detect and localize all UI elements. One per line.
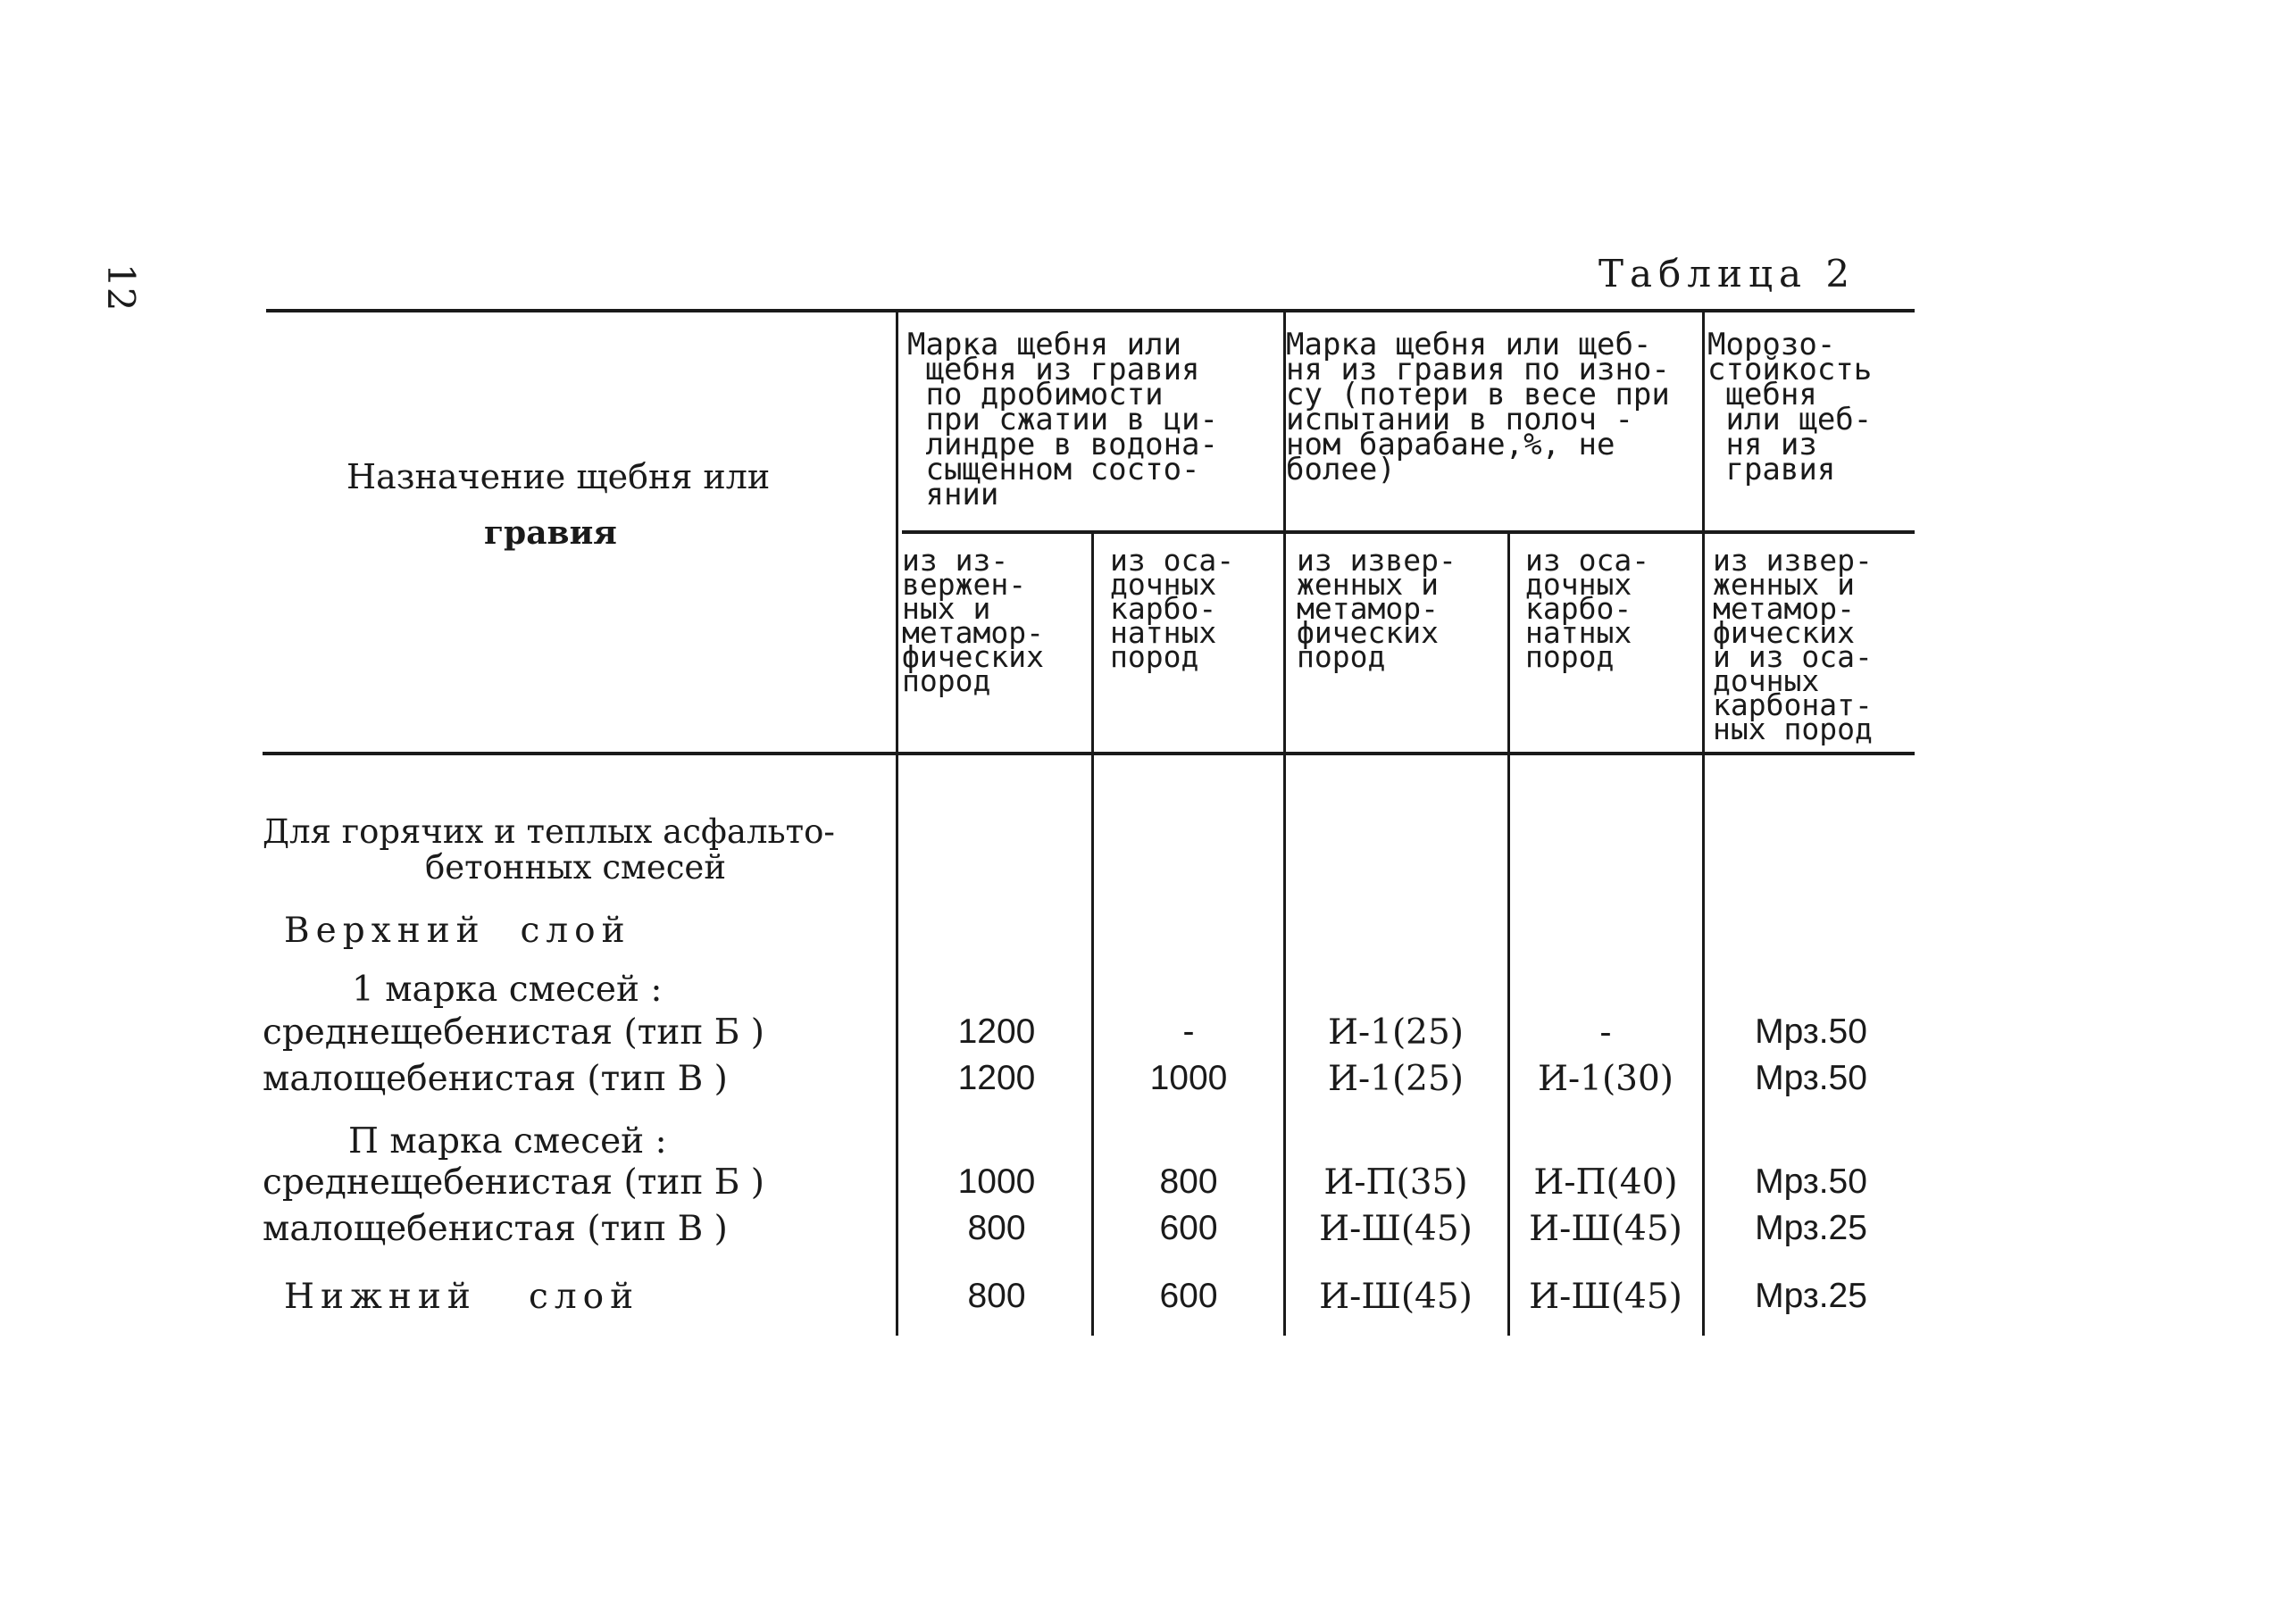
cell-value: Мрз.25 — [1755, 1209, 1867, 1247]
stub-header-line2: гравия — [484, 514, 617, 552]
header-bottom-rule — [263, 752, 1915, 755]
cell-value: 1200 — [957, 1012, 1036, 1051]
subheader-igneous-and-sedimentary: из извер- женных и метамор- фических и из оса- дочных карбонат- ных пород — [1713, 543, 1873, 746]
cell-value: 1000 — [957, 1162, 1036, 1201]
cell-value: 800 — [1159, 1162, 1218, 1201]
section-grade-2: П марка смесей : — [348, 1121, 667, 1162]
cell-value: 1200 — [957, 1059, 1036, 1097]
cell-value: - — [1182, 1012, 1195, 1051]
cell-value: И-Ш(45) — [1319, 1209, 1473, 1249]
cell-value: 800 — [967, 1209, 1026, 1247]
cell-value: И-1(25) — [1327, 1059, 1465, 1099]
subheader-igneous-1: из из- вержен- ных и метамор- фических пород — [902, 543, 1044, 698]
cell-value: И-1(30) — [1537, 1059, 1674, 1099]
column-divider-4 — [1702, 309, 1705, 1336]
section-hot-warm-mixes-cont: бетонных смесей — [425, 848, 726, 887]
cell-value: И-П(35) — [1323, 1162, 1468, 1203]
cell-value: Мрз.50 — [1755, 1059, 1867, 1097]
row-label: малощебенистая (тип В ) — [263, 1059, 728, 1099]
header-group-crushability: Марка щебня или щебня из гравия по дробимости при сжатии в ци- линдре в водона- сыщенном состо- янии — [907, 327, 1218, 512]
cell-value: Мрз.50 — [1755, 1012, 1867, 1051]
cell-value: 800 — [967, 1277, 1026, 1315]
header-subdivider — [902, 530, 1915, 534]
cell-value: 600 — [1159, 1209, 1218, 1247]
cell-value: 1000 — [1149, 1059, 1228, 1097]
header-group-frost-resistance: Морозо- стойкость щебня или щеб- ня из гравия — [1707, 327, 1873, 487]
header-group-wear: Марка щебня или щеб- ня из гравия по изно- су (потери в весе при испытании в полоч - ном барабане,%, не более) — [1286, 327, 1670, 487]
row-label: Нижний слой — [284, 1277, 640, 1317]
cell-value: И-1(25) — [1327, 1012, 1465, 1053]
subheader-sedimentary-1: из оса- дочных карбо- натных пород — [1110, 543, 1235, 674]
section-upper-layer: Верхний слой — [284, 911, 631, 951]
table-top-rule — [266, 309, 1915, 312]
cell-value: И-Ш(45) — [1529, 1209, 1682, 1249]
row-label: среднещебенистая (тип Б ) — [263, 1012, 764, 1053]
stub-header-line1: Назначение щебня или — [346, 457, 771, 496]
column-divider-3 — [1507, 534, 1510, 1336]
cell-value: Мрз.50 — [1755, 1162, 1867, 1201]
cell-value: 600 — [1159, 1277, 1218, 1315]
subheader-igneous-2: из извер- женных и метамор- фических пород — [1297, 543, 1457, 674]
subheader-sedimentary-2: из оса- дочных карбо- натных пород — [1525, 543, 1650, 674]
cell-value: И-П(40) — [1533, 1162, 1678, 1203]
section-grade-1: 1 марка смесей : — [352, 970, 663, 1010]
table-caption: Таблица 2 — [1598, 252, 1857, 296]
page-number: 12 — [99, 263, 143, 312]
row-label: малощебенистая (тип В ) — [263, 1209, 728, 1249]
row-label: среднещебенистая (тип Б ) — [263, 1162, 764, 1203]
column-divider-stub — [896, 309, 898, 1336]
cell-value: И-Ш(45) — [1529, 1277, 1682, 1317]
cell-value: - — [1599, 1012, 1612, 1053]
cell-value: И-Ш(45) — [1319, 1277, 1473, 1317]
section-hot-warm-mixes: Для горячих и теплых асфальто- — [263, 812, 835, 851]
column-divider-1 — [1091, 534, 1094, 1336]
cell-value: Мрз.25 — [1755, 1277, 1867, 1315]
